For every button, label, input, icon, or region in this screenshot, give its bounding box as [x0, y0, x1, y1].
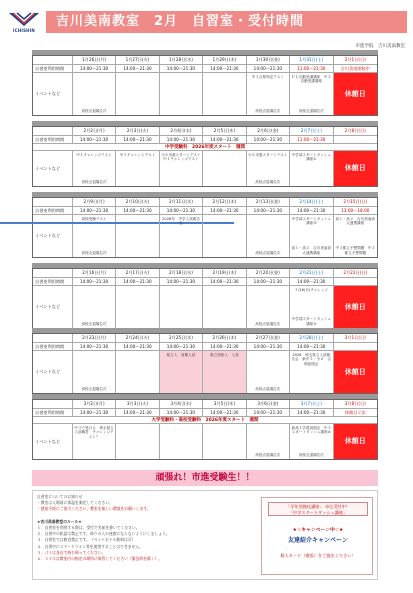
event-cell [290, 215, 333, 257]
event-sub-text: 高校点退場位次 [81, 108, 107, 113]
event-cell [116, 215, 159, 257]
hours-cell: 14:00～21:30 [247, 65, 290, 72]
date-cell: 3月3日(火) [116, 400, 159, 408]
hours-cell: 14:00～21:30 [116, 65, 159, 72]
date-cell: 2月28日(土) [290, 334, 333, 342]
event-sub-text: 高校点退場位次 [255, 250, 281, 255]
event-cell [116, 151, 159, 186]
date-cell: 2月9日(月) [73, 198, 116, 206]
date-row [33, 127, 377, 136]
hours-cell [334, 278, 377, 285]
date-cell: 2月17日(火) [116, 269, 159, 277]
date-cell: 2月7日(土) [290, 127, 333, 135]
date-cell: 2月12日(木) [203, 198, 246, 206]
event-text: 県立入 前期入試 [166, 353, 196, 357]
hours-cell: 14:00～21:30 [247, 136, 290, 143]
hours-cell: 11:00～21:30 [290, 65, 333, 72]
event-text: 高校受験テスト [81, 217, 107, 221]
event-cell [290, 424, 333, 459]
campaign-heading: ★☆キャンペーン中☆★ [292, 528, 344, 533]
hours-cell: 14:00～21:30 [73, 278, 116, 285]
event-cell [290, 286, 333, 328]
event-cell [247, 351, 290, 393]
closed-day-cell: 休館日 [334, 286, 377, 328]
page-header [4, 11, 409, 33]
events-label: イベントなど [33, 73, 73, 115]
corner-cell [33, 269, 73, 277]
cheer-banner: 頑張れ！市進受験生！！ [32, 470, 378, 486]
event-cell [290, 151, 333, 186]
hours-cell [334, 343, 377, 350]
event-sub-text: 高校点退場位次 [255, 452, 281, 457]
hours-label: 自習室利用時間 [33, 136, 73, 143]
hours-cell: 14:00～21:30 [290, 409, 333, 416]
note-line: ４．自習中にスマートフォン等を使用することはできません。 [37, 543, 144, 549]
events-label: イベントなど [33, 424, 73, 459]
event-text: 中３合格判定テスト [251, 75, 284, 79]
date-cell: 2月4日(水) [160, 127, 203, 135]
date-cell: 2月16日(月) [73, 269, 116, 277]
date-cell: 1月30日(金) [247, 56, 290, 64]
hours-cell: 14:00～21:30 [203, 65, 246, 72]
event-cell [290, 351, 333, 393]
event-cell [73, 73, 116, 115]
date-cell: 3月4日(水) [160, 400, 203, 408]
event-sub-text: 高校点退場位次 [255, 179, 281, 184]
hours-label: 自習室利用時間 [33, 207, 73, 214]
hours-row [33, 343, 377, 351]
event-text: 中３で受ける 埼玉県立入試解答 チャレンジテスト？ [74, 426, 114, 439]
date-cell: 2月22日(日) [343, 270, 368, 276]
event-cell [203, 286, 246, 328]
hours-cell: 14:00～21:30 [160, 343, 203, 350]
ichishin-logo [4, 11, 44, 33]
event-cell [160, 351, 203, 393]
date-cell: 3月2日(月) [73, 400, 116, 408]
hours-label: 自習室利用時間 [33, 409, 73, 416]
course-notice [268, 502, 368, 516]
event-cell [116, 424, 159, 459]
note-line: １．自習室を利用する際は、受付で名前を書いてください。 [37, 525, 140, 531]
event-sub-text: 中３都立予想問題 中３都立予想問題 [335, 246, 376, 255]
hours-cell: 14:00～21:30 [160, 278, 203, 285]
event-text: 中１チャレンジテスト [76, 153, 112, 157]
date-cell: 1月27日(火) [116, 56, 159, 64]
events-row [33, 215, 377, 257]
date-row [33, 56, 377, 65]
event-sub-text: 高校点退場位次 [298, 452, 324, 457]
course-notice-line1: 「学年別強化講座」 申込受付中！ [285, 503, 351, 509]
event-cell [160, 73, 203, 115]
hours-cell: 11:00～21:30 [290, 136, 333, 143]
date-cell: 3月6日(金) [247, 400, 290, 408]
hours-cell: 14:00～21:30 [73, 65, 116, 72]
events-row [33, 73, 377, 115]
date-cell: 2月23日(月) [73, 334, 116, 342]
hours-cell: 14:00～21:30 [203, 343, 246, 350]
hours-cell: 14:00～21:30 [160, 136, 203, 143]
date-cell: 2月5日(木) [203, 127, 246, 135]
hours-cell: 14:00～21:30 [290, 207, 333, 214]
date-cell: 1月29日(木) [203, 56, 246, 64]
event-text: 県立高校入 入試 [210, 353, 239, 357]
date-cell: 2月27日(金) [247, 334, 290, 342]
logo-text: ICHISHIN [13, 28, 35, 33]
event-text: 新高１学習説明会 中３スタートダッシュ講座④ [291, 426, 332, 435]
date-row [33, 400, 377, 409]
event-sub-text: 高校点退場位次 [81, 321, 107, 326]
date-cell: 2月14日(土) [290, 198, 333, 206]
notice-band-row [33, 144, 377, 151]
event-cell [73, 351, 116, 393]
date-cell: 2月1日(日) [344, 57, 366, 63]
date-cell: 2月18日(水) [160, 269, 203, 277]
date-cell: 2月8日(日) [344, 128, 366, 134]
date-cell: 2月3日(火) [116, 127, 159, 135]
event-sub-text: 高校点退場位次 [255, 386, 281, 391]
hours-row [33, 278, 377, 286]
event-cell [116, 73, 159, 115]
event-cell [203, 215, 246, 257]
date-cell: 2月6日(金) [247, 127, 290, 135]
event-sub-text: 高校点退場位次 [81, 179, 107, 184]
hours-cell: 14:00～21:30 [203, 409, 246, 416]
event-cell [203, 151, 246, 186]
event-text: 2026 埼玉県立入試報告会 新中３・小６ 合格説明会 [291, 353, 332, 366]
page-title: 吉川美南教室 2月 自習室・受付時間 [46, 11, 407, 33]
hours-cell: 14:00～21:30 [203, 207, 246, 214]
event-text: 中学部スタートダッシュ講座① [291, 153, 332, 162]
event-cell [247, 73, 290, 115]
event-sub-text: 中学部スタートダッシュ講座③ [291, 317, 332, 326]
closed-day-cell: 休館日 [334, 151, 377, 186]
event-text: 中１チャレンジテスト [119, 153, 156, 157]
event-cell [290, 73, 333, 115]
hours-label: 自習室利用時間 [33, 278, 73, 285]
note-line: ２．自習中の私語は禁止です。周りの人の迷惑にならないようにしましょう。 [37, 531, 170, 537]
event-text: ３/16(月)チャレンジ [294, 288, 329, 292]
event-cell [73, 151, 116, 186]
note-line: ３．自習室では飲食禁止です。（ペットボトル飲料は可） [37, 537, 136, 543]
event-sub-text: 高校点退場位次 [298, 108, 324, 113]
date-cell: 2月13日(金) [247, 198, 290, 206]
notice-band: 中学受験科 2026年度スタート 週間 [164, 145, 246, 150]
hours-cell: 14:00～21:30 [116, 409, 159, 416]
events-label: イベントなど [33, 286, 73, 328]
event-cell [73, 424, 116, 459]
date-cell: 3月5日(木) [203, 400, 246, 408]
corner-cell [33, 334, 73, 342]
date-cell: 2月20日(金) [247, 269, 290, 277]
event-text: 小６市進スタートテスト [248, 153, 288, 157]
hours-cell: 14:00～21:30 [247, 409, 290, 416]
date-cell: 2月21日(土) [290, 269, 333, 277]
corner-cell [33, 400, 73, 408]
hours-cell: 14:00～21:30 [73, 343, 116, 350]
week-table [32, 333, 378, 394]
school-name: 市進学院 吉川美南教室 [355, 44, 405, 49]
events-row [33, 424, 377, 459]
date-cell: 2月26日(木) [203, 334, 246, 342]
event-text: ＥＬ自動受講講座 中３自動受講講座 [291, 75, 332, 84]
notice-band-row [33, 417, 377, 424]
event-sub-text: 高校点退場位次 [81, 386, 107, 391]
week-table [32, 268, 378, 329]
hours-row [33, 409, 377, 417]
hours-cell: 14:00～21:30 [116, 207, 159, 214]
events-label: イベントなど [33, 215, 73, 257]
events-row [33, 151, 377, 186]
date-cell: 3月1日(日) [344, 335, 366, 341]
date-row [33, 198, 377, 207]
event-cell [73, 215, 117, 257]
hours-cell: 14:00～21:30 [73, 409, 116, 416]
rules-list [37, 494, 237, 562]
date-cell: 2月19日(木) [203, 269, 246, 277]
note-line: 自習室についてのお知らせ [37, 494, 83, 499]
event-text: 2026年 中学入試報告会 [162, 217, 201, 226]
week-table [32, 126, 378, 187]
note-line: ５．ゴミは各自で持ち帰ってください。 [37, 549, 106, 555]
hours-label: 自習室利用時間 [33, 65, 73, 72]
event-cell [247, 424, 290, 459]
date-row [33, 334, 377, 343]
event-cell [334, 215, 377, 257]
hours-cell: 14:00～21:30 [116, 278, 159, 285]
event-sub-text: 高校点退場位次 [81, 250, 107, 255]
hours-cell: 14:00～21:30 [247, 343, 290, 350]
closed-day-cell: 休館日 [334, 73, 377, 115]
events-row [33, 286, 377, 328]
hours-cell: 休館日２次 [344, 409, 366, 415]
date-cell: 3月7日(土) [290, 400, 333, 408]
hours-cell: 14:00～21:30 [247, 278, 290, 285]
date-cell: 3月8日(日) [344, 401, 366, 407]
event-text: 小６市進スタートテスト 中１チャレンジテスト [161, 153, 205, 162]
hours-cell [334, 136, 377, 143]
notes-panel [32, 490, 378, 580]
week-table [32, 197, 378, 258]
hours-cell: 14:00～21:30 [160, 65, 203, 72]
note-line: ・教室は入場前に体温を測定してください。 [37, 500, 113, 506]
corner-cell [33, 127, 73, 135]
events-label: イベントなど [33, 351, 73, 393]
event-text: 高１・高２ 吉川美南高大連携講座 [335, 217, 376, 226]
hours-cell: 14:00～21:30 [160, 207, 203, 214]
events-row [33, 351, 377, 393]
date-cell: 2月25日(水) [160, 334, 203, 342]
logo-wings-icon [8, 11, 40, 28]
note-line: ・感染予防にご協力ください。教室を楽しい環境をお願いします。 [37, 506, 151, 512]
corner-cell [33, 198, 73, 206]
note-line: ６．スマホは教室内の指定の場所に保管してください（緊急時を除く）。 [37, 556, 163, 562]
event-cell [116, 351, 159, 393]
event-cell [247, 151, 290, 186]
corner-cell [33, 56, 73, 64]
campaign-title: 友達紹介キャンペーン [288, 537, 348, 544]
hours-label: 自習室利用時間 [33, 343, 73, 350]
event-cell [203, 73, 246, 115]
date-row [33, 269, 377, 278]
date-cell: 2月2日(月) [73, 127, 116, 135]
event-cell [160, 424, 203, 459]
event-sub-text: 高１・高２ 吉川美南高大連携講座 [291, 246, 332, 255]
event-sub-text: 高校点退場位次 [255, 108, 281, 113]
date-cell: 2月24日(火) [116, 334, 159, 342]
date-cell: 1月28日(水) [160, 56, 203, 64]
hours-cell: 14:00～21:30 [160, 409, 203, 416]
hours-cell: 14:00～21:30 [203, 278, 246, 285]
week-table [32, 399, 378, 460]
event-cell [247, 215, 290, 257]
date-cell: 2月11日(水) [160, 198, 203, 206]
hours-cell: 14:00～21:30 [116, 343, 159, 350]
date-cell: 1月26日(月) [73, 56, 116, 64]
hours-cell: 14:00～21:30 [290, 278, 333, 285]
campaign-box [261, 497, 373, 575]
date-cell: 1月31日(土) [290, 56, 333, 64]
date-cell: 2月10日(火) [116, 198, 159, 206]
course-notice-line2: 「中学スタートダッシュ講座」 [288, 510, 348, 515]
closed-day-cell: 休館日 [334, 351, 377, 393]
event-sub-text: 高校点退場位次 [255, 321, 281, 326]
event-cell [247, 286, 290, 328]
event-cell [160, 215, 203, 257]
event-cell [160, 151, 203, 186]
hours-row [33, 136, 377, 144]
campaign-note: 個人カード（進級）をご提出ください！ [280, 553, 356, 558]
hours-row [33, 65, 377, 73]
events-label: イベントなど [33, 151, 73, 186]
hours-cell: 14:00～21:30 [290, 343, 333, 350]
hours-row [33, 207, 377, 215]
closed-day-cell: 休館日 [334, 424, 377, 459]
event-text: 中学部スタートダッシュ講座② [291, 217, 332, 226]
hours-cell: 14:00～21:30 [73, 207, 116, 214]
hours-cell: 13:00～18:00 [341, 207, 370, 213]
note-line: ★吉川美南教室のルール★ [37, 518, 82, 524]
event-cell [203, 424, 246, 459]
hours-cell: 14:00～21:30 [247, 207, 290, 214]
hours-cell: 14:00～21:30 [116, 136, 159, 143]
event-cell [203, 351, 246, 393]
hours-cell: 14:00～21:30 [73, 136, 116, 143]
date-cell: 2月15日(日) [343, 199, 368, 205]
hours-cell: 14:00～21:30 [203, 136, 246, 143]
event-cell [116, 286, 159, 328]
notice-band: 大学受験科・高校受験科 2026年度スタート 週間 [151, 418, 259, 423]
event-cell [160, 286, 203, 328]
hours-cell: 吉川美南開校中 [340, 65, 370, 71]
week-table [32, 55, 378, 116]
event-cell [73, 286, 116, 328]
